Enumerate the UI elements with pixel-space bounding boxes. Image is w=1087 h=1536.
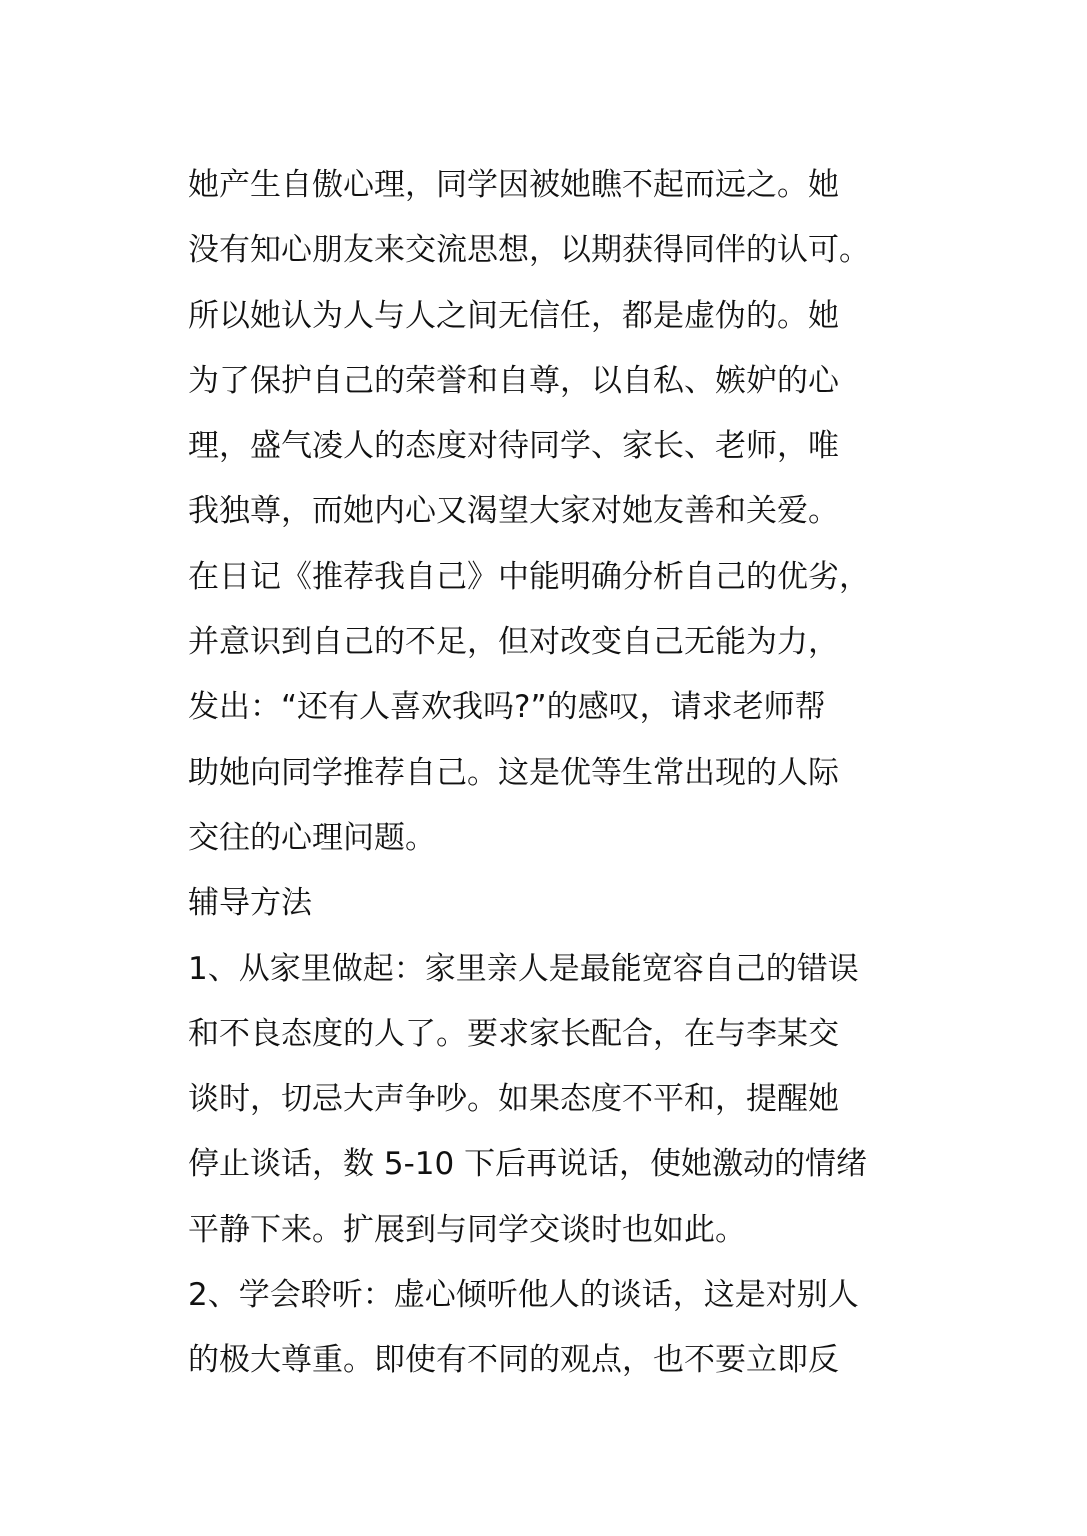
text-line: 和不良态度的人了。要求家长配合，在与李某交 [188,1015,839,1052]
text-line: 在日记《推荐我自己》中能明确分析自己的优劣， [188,558,870,595]
text-line: 我独尊，而她内心又渴望大家对她友善和关爱。 [188,493,839,530]
text-line: 理，盛气凌人的态度对待同学、家长、老师，唯 [188,428,839,465]
text-line: 她产生自傲心理，同学因被她瞧不起而远之。她 [188,167,839,203]
text-line: 助她向同学推荐自己。这是优等生常出现的人际 [188,754,839,791]
text-line: 2、学会聆听：虚心倾听他人的谈话，这是对别人 [188,1277,859,1314]
text-line: 没有知心朋友来交流思想，以期获得同伴的认可。 [188,232,870,269]
body-text [188,153,908,1394]
text-line: 并意识到自己的不足，但对改变自己无能为力， [188,624,839,661]
text-line: 的极大尊重。即使有不同的观点，也不要立即反 [188,1342,839,1379]
text-line: 停止谈话，数 5-10 下后再说话，使她激动的情绪 [188,1146,868,1183]
text-line: 所以她认为人与人之间无信任，都是虚伪的。她 [188,297,839,334]
text-line: 平静下来。扩展到与同学交谈时也如此。 [188,1211,746,1248]
text-line: 为了保护自己的荣誉和自尊，以自私、嫉妒的心 [188,362,839,399]
section-heading: 辅导方法 [188,885,312,922]
text-line: 谈时，切忌大声争吵。如果态度不平和，提醒她 [188,1081,839,1118]
text-line: 发出：“还有人喜欢我吗?”的感叹，请求老师帮 [188,689,826,726]
text-line: 1、从家里做起：家里亲人是最能宽容自己的错误 [188,950,859,987]
text-line: 交往的心理问题。 [188,819,436,856]
